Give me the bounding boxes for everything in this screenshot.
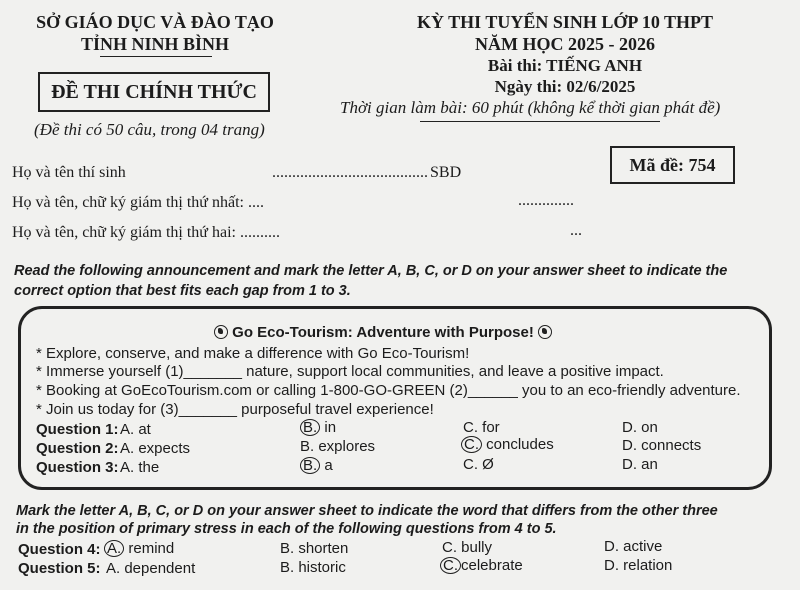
question-3-label: Question 3: <box>36 459 119 476</box>
gap-blank: _______ <box>183 363 242 380</box>
question-3-option-b <box>300 457 333 474</box>
line-text: * Immerse yourself (1) <box>36 363 184 380</box>
announcement-line <box>36 363 664 380</box>
question-1-option-d: D. on <box>622 419 658 436</box>
question-5-option-c <box>440 557 523 574</box>
duration-underline <box>420 121 660 122</box>
line-text: * Booking at GoEcoTourism.com or calling 1-800-GO-GREEN (2) <box>36 382 468 399</box>
official-exam-label: ĐỀ THI CHÍNH THỨC <box>38 72 270 112</box>
answer-mark-circle: A. <box>104 540 124 557</box>
question-3-option-c: C. Ø <box>463 456 494 473</box>
question-5-option-b: B. historic <box>280 559 346 576</box>
question-2-option-d: D. connects <box>622 437 702 454</box>
examiner2-label: Họ và tên, chữ ký giám thị thứ hai: .......... <box>12 224 280 241</box>
question-5-option-d: D. relation <box>604 557 673 574</box>
department-name: SỞ GIÁO DỤC VÀ ĐÀO TẠO <box>36 12 274 32</box>
answer-mark-circle: B. <box>300 457 320 474</box>
question-4-option-a <box>104 540 174 557</box>
section2-instruction-line1: Mark the letter A, B, C, or D on your answer sheet to indicate the word that differs from the other three <box>16 503 718 519</box>
globe-icon <box>214 325 228 339</box>
examiner2-dots: ... <box>570 222 582 239</box>
question-2-option-b: B. explores <box>300 438 376 455</box>
candidate-name-label: Họ và tên thí sinh <box>12 164 126 181</box>
option-text: a <box>320 457 333 474</box>
option-text: concludes <box>482 436 554 453</box>
page-count-note: (Đề thi có 50 câu, trong 04 trang) <box>34 120 265 139</box>
question-4-label: Question 4: <box>18 541 101 558</box>
option-text: celebrate <box>461 557 523 574</box>
section1-instruction-line1: Read the following announcement and mark the letter A, B, C, or D on your answer sheet to indicate the <box>14 263 728 279</box>
answer-mark-circle: C. <box>440 557 461 574</box>
question-5-option-a: A. dependent <box>106 560 196 577</box>
line-text: nature, support local communities, and leave a positive impact. <box>241 363 664 380</box>
line-text: * Explore, conserve, and make a difference with Go Eco-Tourism! <box>36 345 470 362</box>
question-2-option-c <box>461 436 554 453</box>
examiner1-label: Họ và tên, chữ ký giám thị thứ nhất: .... <box>12 194 264 211</box>
option-text: remind <box>124 540 175 557</box>
question-1-option-b <box>300 419 336 436</box>
exam-code: Mã đề: 754 <box>610 146 735 184</box>
gap-blank: ______ <box>467 382 518 399</box>
question-4-option-c: C. bully <box>442 539 493 556</box>
exam-duration: Thời gian làm bài: 60 phút (không kể thời gian phát đề) <box>340 98 721 117</box>
announcement-title: Go Eco-Tourism: Adventure with Purpose! <box>232 324 534 341</box>
question-1-option-c: C. for <box>463 419 500 436</box>
question-4-option-b: B. shorten <box>280 540 349 557</box>
question-1-label: Question 1: <box>36 421 119 438</box>
line-text: you to an eco-friendly adventure. <box>517 382 741 399</box>
exam-title: KỲ THI TUYỂN SINH LỚP 10 THPT <box>416 12 714 32</box>
announcement-line <box>36 401 434 418</box>
section2-instruction-line2: in the position of primary stress in each of the following questions from 4 to 5. <box>16 521 557 537</box>
candidate-name-dots: ....................................... <box>272 164 428 181</box>
school-year: NĂM HỌC 2025 - 2026 <box>475 34 655 54</box>
option-text: in <box>320 419 337 436</box>
question-5-label: Question 5: <box>18 560 101 577</box>
line-text: purposeful travel experience! <box>236 401 434 418</box>
examiner1-dots: .............. <box>518 192 574 209</box>
question-3-option-d: D. an <box>622 456 658 473</box>
exam-date: Ngày thi: 02/6/2025 <box>494 77 636 96</box>
province-name: TỈNH NINH BÌNH <box>80 34 230 54</box>
question-1-option-a: A. at <box>120 421 151 438</box>
globe-icon <box>538 325 552 339</box>
gap-blank: _______ <box>178 401 237 418</box>
answer-mark-circle: B. <box>300 419 320 436</box>
announcement-title-row <box>214 324 552 341</box>
line-text: * Join us today for (3) <box>36 401 179 418</box>
announcement-line <box>36 382 741 399</box>
sbd-label: SBD <box>430 164 462 181</box>
question-2-option-a: A. expects <box>120 440 191 457</box>
question-3-option-a: A. the <box>120 459 160 476</box>
question-4-option-d: D. active <box>604 538 663 555</box>
section1-instruction-line2: correct option that best fits each gap from 1 to 3. <box>14 283 351 299</box>
exam-subject: Bài thi: TIẾNG ANH <box>487 56 643 75</box>
province-underline <box>100 56 212 57</box>
question-2-label: Question 2: <box>36 440 119 457</box>
announcement-line <box>36 345 469 362</box>
answer-mark-circle: C. <box>461 436 482 453</box>
